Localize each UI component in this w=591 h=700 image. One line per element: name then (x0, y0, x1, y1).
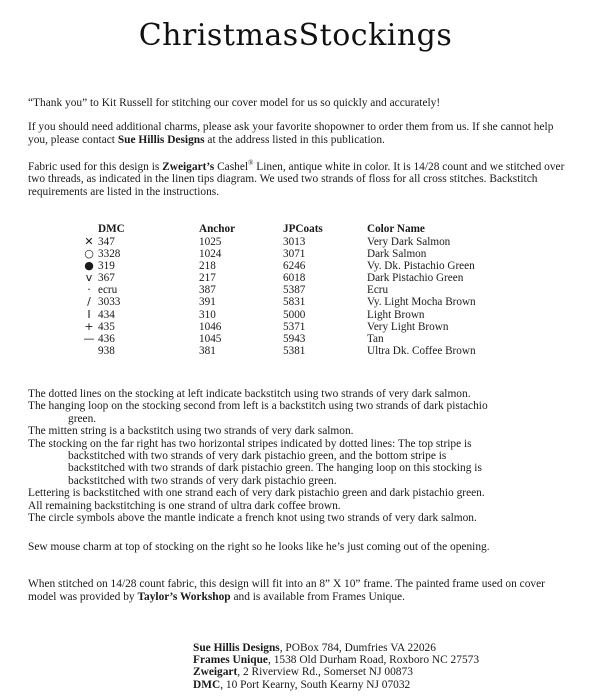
jpcoats-cell: 5943 (283, 332, 306, 345)
charms-text-1: If you should need additional charms, please ask your favorite shopowner to order them from us. If she cannot help you, please contact (28, 121, 554, 146)
frame-provider: Taylor’s Workshop (137, 590, 231, 603)
anchor-cell: 387 (199, 284, 216, 297)
jpcoats-column-header: JPCoats (283, 223, 323, 236)
color-name-cell: Light Brown (367, 308, 425, 321)
table-row (80, 260, 527, 272)
color-name-cell: Very Light Brown (367, 320, 449, 333)
stitch-symbol: v (85, 271, 93, 285)
stitch-symbol: ○ (84, 247, 94, 261)
note-line: The stocking on the far right has two horizontal stripes indicated by dotted lines: The top stripe is (28, 437, 472, 450)
stitch-symbol (80, 345, 98, 357)
company-name: Frames Unique (193, 654, 268, 667)
table-row (80, 345, 527, 357)
anchor-cell: 1045 (199, 332, 222, 345)
color-name-cell: Very Dark Salmon (367, 236, 451, 248)
frame-text-2: and is available from Frames Unique. (230, 590, 405, 603)
anchor-cell: 381 (199, 344, 216, 357)
color-name-cell: Ecru (367, 284, 389, 297)
mouse-charm-paragraph: Sew mouse charm at top of stocking on the right so he looks like he’s just coming out of the opening. (28, 541, 490, 553)
jpcoats-cell: 5381 (283, 344, 306, 357)
address-line (193, 679, 479, 691)
dmc-cell: 347 (98, 236, 115, 248)
note-line: Lettering is backstitched with one strand each of very dark pistachio green and dark pistachio green. (28, 487, 485, 500)
anchor-cell: 310 (199, 308, 216, 321)
stitch-symbol: / (87, 295, 91, 309)
anchor-column-header: Anchor (199, 223, 236, 236)
fabric-paragraph (28, 157, 568, 199)
dmc-column-header: DMC (98, 223, 125, 236)
address-block (193, 642, 479, 691)
note-line: The hanging loop on the stocking second from left is a backstitch using two strands of dark pistachio (28, 400, 488, 413)
jpcoats-cell: 5387 (283, 284, 306, 297)
table-row (80, 248, 527, 260)
dmc-cell: 3328 (98, 248, 121, 261)
color-name-cell: Tan (367, 332, 384, 345)
color-name-cell: Dark Salmon (367, 248, 427, 261)
fabric-brand: Zweigart’s (162, 160, 215, 173)
company-address: , POBox 784, Dumfries VA 22026 (279, 642, 436, 654)
table-row (80, 333, 527, 345)
note-line: backstitched with two strands of very dark pistachio green. (68, 474, 337, 487)
anchor-cell: 217 (199, 272, 216, 285)
frame-text-1: When stitched on 14/28 count fabric, this design will fit into an 8” X 10” frame. The painted frame used on cover model was provided by (28, 578, 545, 603)
jpcoats-cell: 3013 (283, 236, 306, 248)
address-line (193, 654, 479, 666)
company-address: , 10 Port Kearny, South Kearny NJ 07032 (220, 678, 411, 691)
dmc-cell: 938 (98, 344, 115, 357)
jpcoats-cell: 5831 (283, 296, 306, 309)
thank-you-paragraph: “Thank you” to Kit Russell for stitching our cover model for us so quickly and accurately! (28, 97, 441, 109)
color-name-cell: Vy. Light Mocha Brown (367, 296, 476, 309)
note-line: green. (68, 412, 97, 425)
company-name: Zweigart (193, 666, 238, 679)
dmc-cell: 434 (98, 308, 115, 321)
stitch-symbol: ✕ (84, 235, 94, 248)
address-line (193, 642, 479, 654)
fabric-text-2: Cashel (214, 160, 249, 173)
dmc-cell: 3033 (98, 296, 121, 309)
jpcoats-cell: 6246 (283, 260, 306, 273)
anchor-cell: 1025 (199, 236, 222, 248)
note-line: backstitched with two strands of very dark pistachio green, and the bottom stripe is (68, 450, 447, 463)
dmc-cell: 319 (98, 260, 115, 273)
color-name-cell: Dark Pistachio Green (367, 272, 464, 285)
jpcoats-cell: 3071 (283, 248, 306, 261)
table-row (80, 284, 527, 296)
jpcoats-cell: 5371 (283, 320, 306, 333)
dmc-cell: 435 (98, 320, 115, 333)
anchor-cell: 1024 (199, 248, 222, 261)
table-row (80, 321, 527, 333)
stitch-symbol: I (87, 307, 91, 321)
company-name: DMC (193, 678, 221, 691)
company-name: Sue Hillis Designs (193, 642, 280, 654)
fabric-text-3: Linen, antique white in color. It is 14/28 count and we stitched over two threads, as indicated in the linen tips diagram. We used two strands of floss for all cross stitches. Backstitch requirements are listed in the instructions. (28, 160, 565, 198)
table-row (80, 272, 527, 284)
charms-paragraph (28, 121, 568, 146)
company-address: , 2 Riverview Rd., Somerset NJ 00873 (237, 666, 413, 679)
frame-paragraph (28, 578, 568, 603)
stitch-symbol: · (87, 283, 91, 297)
table-row (80, 296, 527, 308)
address-line (193, 666, 479, 678)
anchor-cell: 391 (199, 296, 216, 309)
stitch-symbol: + (84, 319, 94, 333)
table-row (80, 236, 527, 248)
note-line: The circle symbols above the mantle indicate a french knot using two strands of very dark salmon. (28, 512, 477, 525)
registered-mark: ® (248, 159, 254, 167)
dmc-cell: ecru (98, 284, 118, 297)
dmc-cell: 436 (98, 332, 115, 345)
jpcoats-cell: 5000 (283, 308, 306, 321)
stitch-symbol: ● (84, 259, 94, 273)
jpcoats-cell: 6018 (283, 272, 306, 285)
charms-company: Sue Hillis Designs (117, 133, 205, 146)
note-line: The dotted lines on the stocking at left indicate backstitch using two strands of very dark salmon. (28, 388, 471, 400)
anchor-cell: 218 (199, 260, 216, 273)
fabric-text-1: Fabric used for this design is (28, 160, 163, 173)
note-line: backstitched with two strands of dark pistachio green. The hanging loop on this stocking is (68, 462, 482, 475)
page-title: ChristmasStockings (138, 18, 453, 53)
anchor-cell: 1046 (199, 320, 222, 333)
table-row (80, 309, 527, 321)
color-legend-table (80, 223, 527, 357)
stitch-symbol: — (83, 331, 95, 345)
color-name-cell: Ultra Dk. Coffee Brown (367, 344, 476, 357)
color-name-cell: Vy. Dk. Pistachio Green (367, 260, 475, 273)
company-address: , 1538 Old Durham Road, Roxboro NC 27573 (268, 654, 480, 667)
backstitch-notes (28, 388, 573, 524)
note-line: The mitten string is a backstitch using two strands of very dark salmon. (28, 425, 354, 438)
legend-header-row (80, 223, 527, 236)
note-line: All remaining backstitching is one strand of ultra dark coffee brown. (28, 499, 341, 512)
charms-text-2: at the address listed in this publication. (204, 133, 385, 146)
color-name-column-header: Color Name (367, 223, 425, 236)
dmc-cell: 367 (98, 272, 115, 285)
